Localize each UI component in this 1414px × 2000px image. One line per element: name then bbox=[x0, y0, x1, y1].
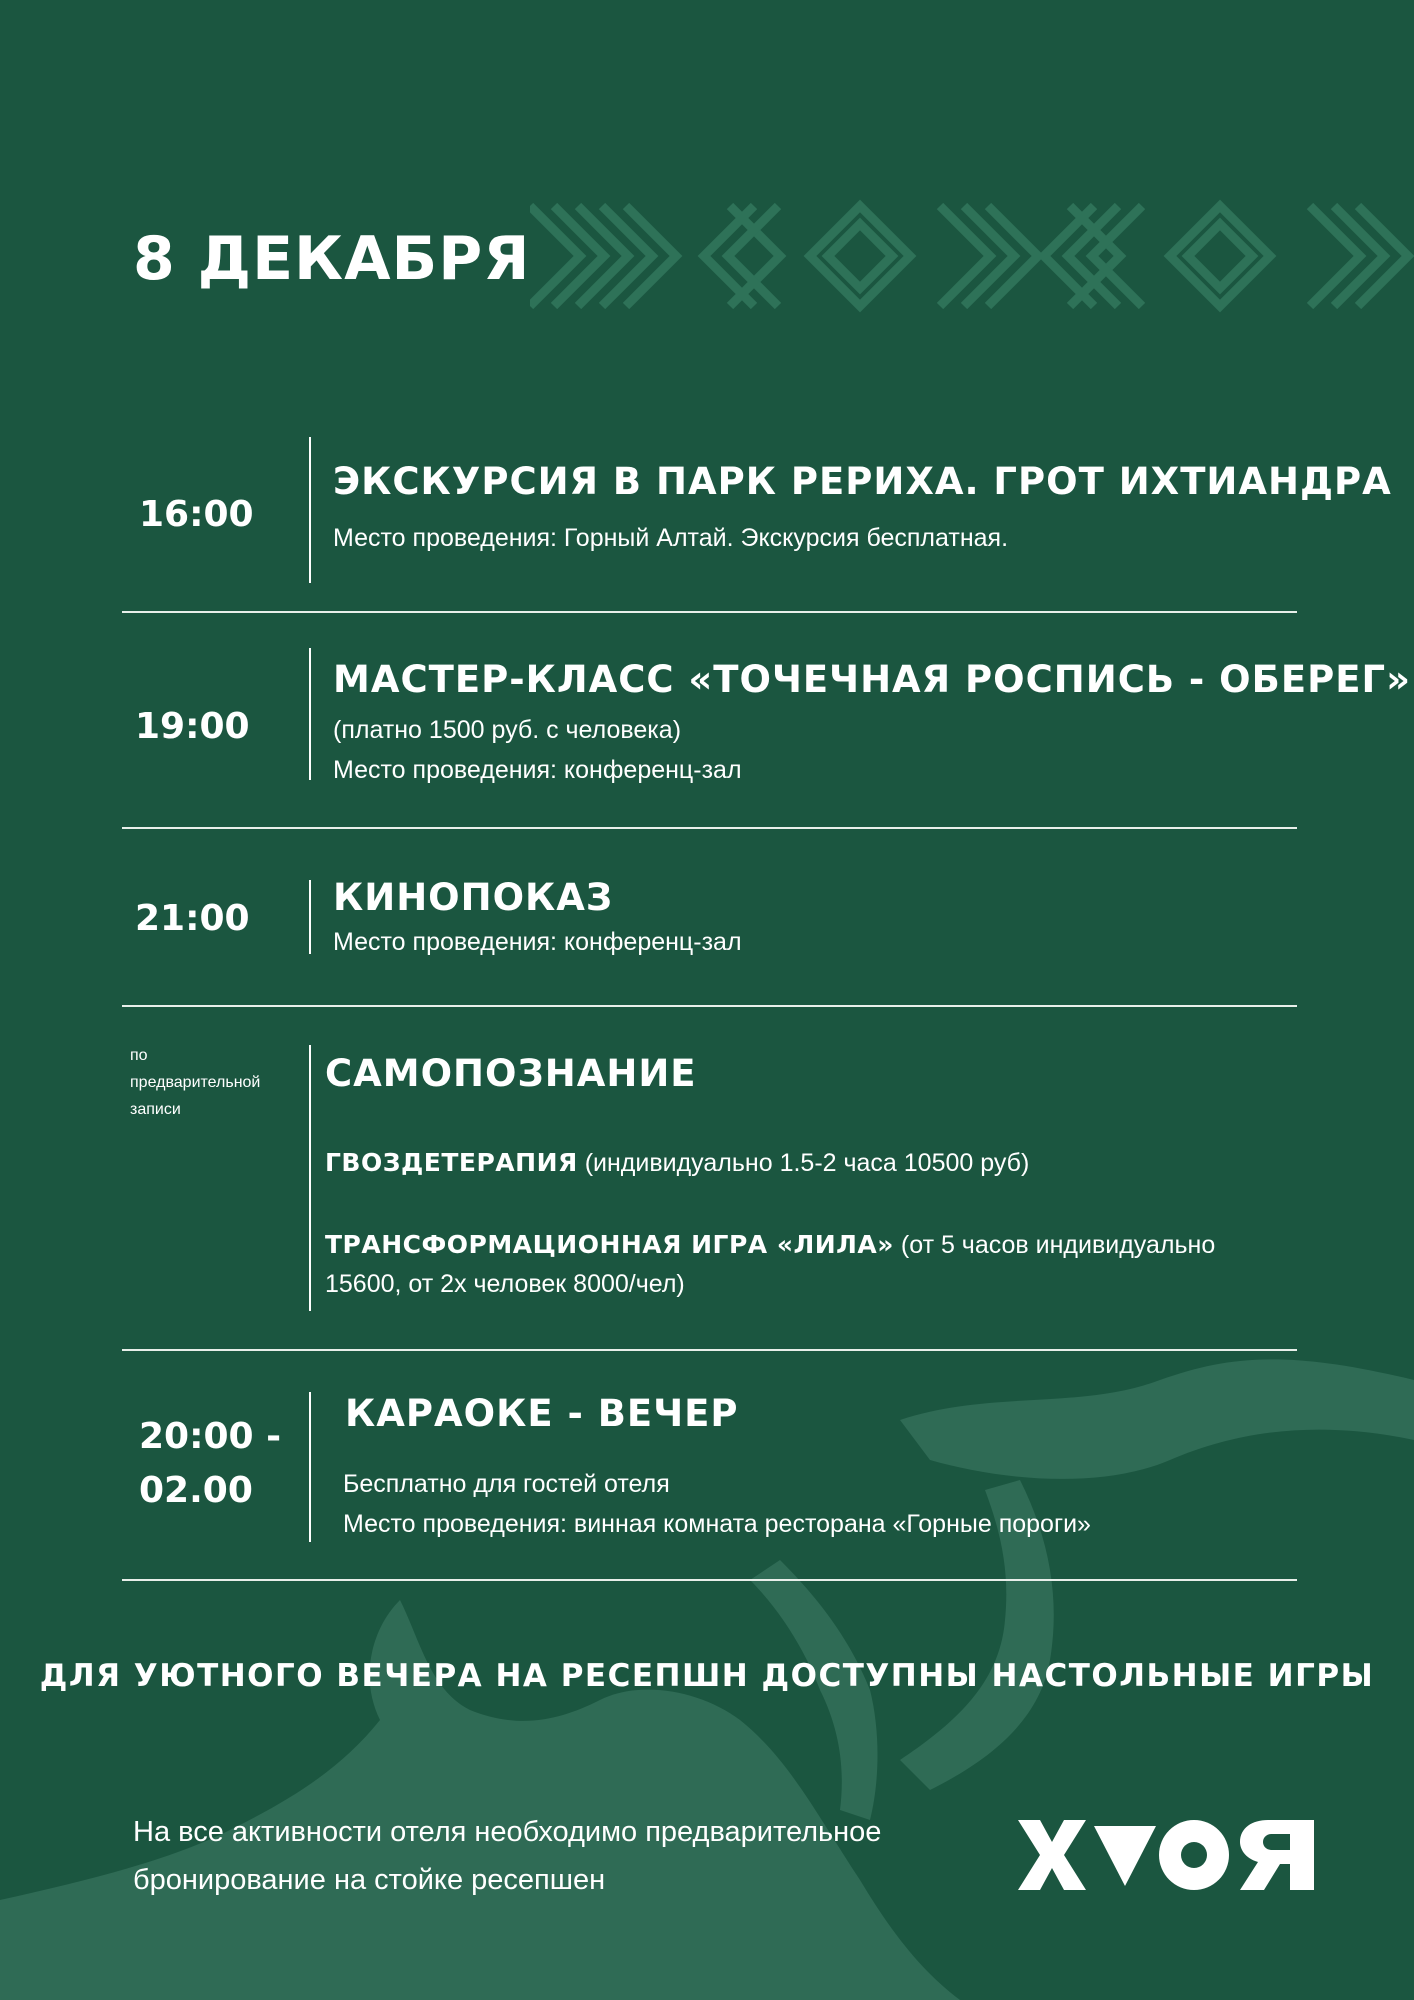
divider-vertical bbox=[309, 437, 311, 583]
divider-horizontal bbox=[122, 611, 1297, 613]
booking-note-line: записи bbox=[130, 1101, 181, 1118]
divider-vertical bbox=[309, 880, 311, 954]
event-title: КАРАОКЕ - ВЕЧЕР bbox=[345, 1392, 739, 1435]
event-time: 19:00 bbox=[135, 706, 250, 747]
service-item bbox=[325, 1148, 1029, 1178]
divider-horizontal bbox=[122, 827, 1297, 829]
booking-reminder bbox=[133, 1808, 881, 1904]
divider-horizontal bbox=[122, 1579, 1297, 1581]
booking-note bbox=[130, 1042, 260, 1123]
divider-horizontal bbox=[122, 1349, 1297, 1351]
date-title: 8 ДЕКАБРЯ bbox=[133, 224, 531, 294]
service-detail-cont: 15600, от 2х человек 8000/чел) bbox=[325, 1270, 685, 1298]
event-detail: Место проведения: винная комната ресторана «Горные пороги» bbox=[343, 1510, 1091, 1538]
event-detail: (платно 1500 руб. с человека) bbox=[333, 716, 682, 744]
event-time: 16:00 bbox=[139, 494, 254, 535]
event-time: 21:00 bbox=[135, 898, 250, 939]
service-detail: (индивидуально 1.5-2 часа 10500 руб) bbox=[577, 1149, 1030, 1177]
event-detail: Бесплатно для гостей отеля bbox=[343, 1470, 670, 1498]
booking-note-line: предварительной bbox=[130, 1074, 261, 1091]
event-detail: Место проведения: конференц-зал bbox=[333, 756, 742, 784]
service-item bbox=[325, 1230, 1215, 1260]
divider-vertical bbox=[309, 1045, 311, 1311]
service-detail: (от 5 часов индивидуально bbox=[893, 1231, 1216, 1259]
event-time bbox=[139, 1410, 281, 1518]
event-detail: Место проведения: конференц-зал bbox=[333, 928, 742, 956]
divider-vertical bbox=[309, 1392, 311, 1542]
event-title: САМОПОЗНАНИЕ bbox=[325, 1052, 697, 1095]
event-detail: Место проведения: Горный Алтай. Экскурсия бесплатная. bbox=[333, 524, 1009, 552]
booking-reminder-line: бронирование на стойке ресепшен bbox=[133, 1864, 606, 1896]
divider-horizontal bbox=[122, 1005, 1297, 1007]
divider-vertical bbox=[309, 648, 311, 780]
ornament-band bbox=[530, 198, 1414, 314]
booking-note-line: по bbox=[130, 1047, 148, 1064]
board-games-banner: ДЛЯ УЮТНОГО ВЕЧЕРА НА РЕСЕПШН ДОСТУПНЫ НАСТОЛЬНЫЕ ИГРЫ bbox=[39, 1658, 1375, 1694]
service-name: ГВОЗДЕТЕРАПИЯ bbox=[325, 1148, 578, 1177]
service-name: ТРАНСФОРМАЦИОННАЯ ИГРА «ЛИЛА» bbox=[325, 1230, 894, 1259]
event-time-line: 02.00 bbox=[139, 1470, 253, 1511]
event-title: КИНОПОКАЗ bbox=[333, 876, 614, 919]
booking-reminder-line: На все активности отеля необходимо предварительное bbox=[133, 1816, 882, 1848]
event-time-line: 20:00 - bbox=[139, 1416, 282, 1457]
hotel-logo bbox=[1018, 1820, 1314, 1890]
event-title: ЭКСКУРСИЯ В ПАРК РЕРИХА. ГРОТ ИХТИАНДРА bbox=[333, 460, 1392, 503]
event-title: МАСТЕР-КЛАСС «ТОЧЕЧНАЯ РОСПИСЬ - ОБЕРЕГ» bbox=[333, 658, 1411, 701]
